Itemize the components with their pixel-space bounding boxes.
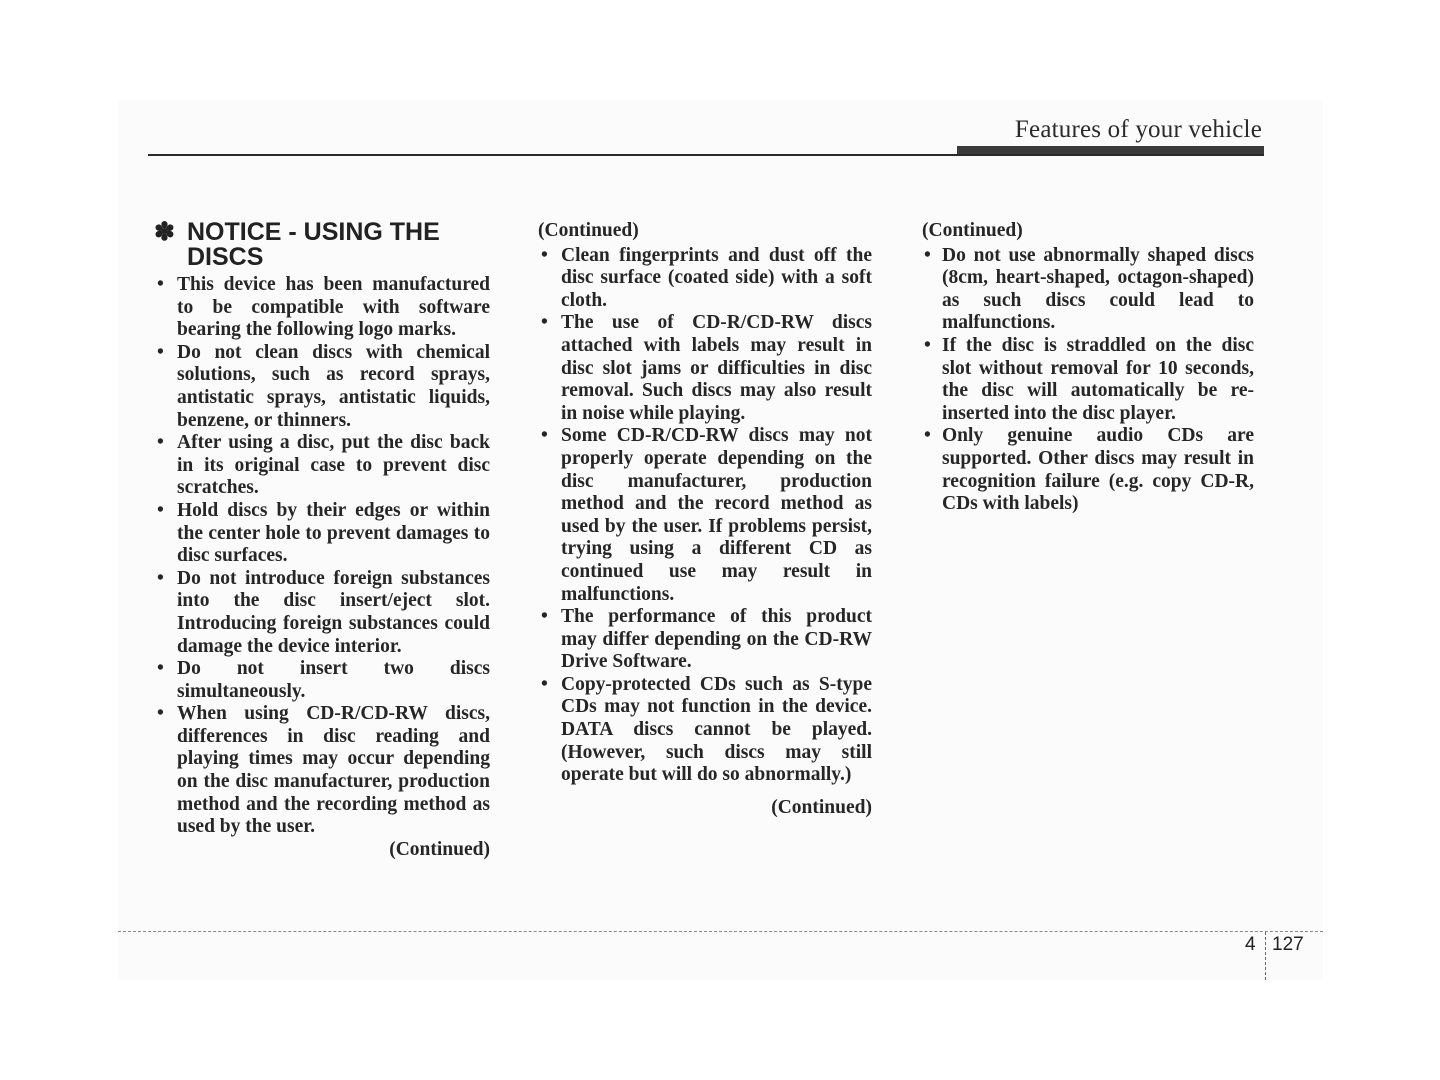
list-item — [154, 500, 490, 568]
list-item-text: Hold discs by their edges or within the center hole to prevent damages to disc surfaces. — [177, 499, 490, 567]
list-item — [922, 425, 1254, 515]
bullet-list-3 — [922, 245, 1254, 516]
list-item — [538, 245, 872, 313]
bullet-icon: • — [157, 567, 164, 589]
list-item — [922, 335, 1254, 425]
list-item-text: Do not clean discs with chemical solutions, such as record sprays, antistatic sprays, antistatic liquids, benzene, or thinners. — [177, 341, 490, 431]
list-item — [154, 342, 490, 432]
continued-footer-label: (Continued) — [389, 838, 490, 860]
list-item-text: Do not use abnormally shaped discs (8cm, heart-shaped, octagon-shaped) as such discs could lead to malfunctions. — [942, 244, 1254, 334]
bullet-icon: • — [924, 334, 931, 356]
list-item — [922, 245, 1254, 335]
bullet-icon: • — [541, 673, 548, 695]
list-item-text: This device has been manufactured to be compatible with software bearing the following logo marks. — [177, 274, 490, 341]
footer-page-divider — [1265, 932, 1266, 980]
bullet-icon: • — [541, 244, 548, 266]
bullet-icon: • — [157, 703, 164, 725]
bullet-list-1 — [154, 274, 490, 839]
continued-header-label: (Continued) — [922, 220, 1023, 241]
page-number: 127 — [1272, 934, 1304, 955]
text-column-2 — [538, 220, 872, 819]
text-column-1 — [154, 220, 490, 861]
list-item-text: When using CD-R/CD-RW discs, differences in disc reading and playing times may occur depending on the disc manufacturer, production method and the recording method as used by the user. — [177, 703, 490, 838]
header-rule — [148, 154, 1264, 156]
notice-heading-text: NOTICE - USING THE DISCS — [187, 218, 440, 271]
list-item — [154, 568, 490, 658]
text-column-3 — [922, 220, 1254, 516]
list-item-text: Clean fingerprints and dust off the disc surface (coated side) with a soft cloth. — [561, 244, 872, 311]
bullet-icon: • — [924, 244, 931, 266]
list-item-text: Some CD-R/CD-RW discs may not properly operate depending on the disc manufacturer, production method and the record method as used by the user. If problems persist, trying using a different CD as continued use may result in malfunctions. — [561, 425, 872, 605]
list-item-text: Do not introduce foreign substances into the disc insert/eject slot. Introducing foreign substances could damage the device interior. — [177, 567, 490, 657]
bullet-icon: • — [541, 425, 548, 447]
footer-dashed-rule — [118, 931, 1323, 932]
section-header-title: Features of your vehicle — [1014, 116, 1262, 143]
notice-heading — [154, 220, 490, 270]
list-item — [154, 658, 490, 703]
list-item-text: If the disc is straddled on the disc slot without removal for 10 seconds, the disc will automatically be re-inserted into the disc player. — [942, 334, 1254, 424]
list-item — [538, 312, 872, 425]
list-item — [538, 606, 872, 674]
list-item — [538, 425, 872, 606]
bullet-icon: • — [157, 432, 164, 454]
list-item-text: Do not insert two discs simultaneously. — [177, 658, 490, 702]
continued-header-label: (Continued) — [538, 220, 639, 241]
list-item — [154, 274, 490, 342]
bullet-icon: • — [157, 658, 164, 680]
bullet-list-2 — [538, 245, 872, 787]
bullet-icon: • — [541, 312, 548, 334]
bullet-icon: • — [541, 606, 548, 628]
bullet-icon: • — [157, 499, 164, 521]
list-item-text: The use of CD-R/CD-RW discs attached with labels may result in disc slot jams or difficulties in disc removal. Such discs may also result in noise while playing. — [561, 312, 872, 424]
list-item — [538, 674, 872, 787]
list-item — [154, 703, 490, 839]
bullet-icon: • — [157, 341, 164, 363]
bullet-icon: • — [157, 274, 164, 295]
list-item-text: The performance of this product may differ depending on the CD-RW Drive Software. — [561, 606, 872, 673]
notice-star-icon: ✽ — [154, 218, 175, 246]
chapter-number: 4 — [1245, 934, 1256, 955]
list-item — [154, 432, 490, 500]
list-item-text: Only genuine audio CDs are supported. Other discs may result in recognition failure (e.g. copy CD-R, CDs with labels) — [942, 425, 1254, 515]
bullet-icon: • — [924, 425, 931, 447]
list-item-text: After using a disc, put the disc back in its original case to prevent disc scratches. — [177, 432, 490, 499]
continued-footer-label: (Continued) — [771, 796, 872, 818]
list-item-text: Copy-protected CDs such as S-type CDs may not function in the device. DATA discs cannot be played. (However, such discs may still operate but will do so abnormally.) — [561, 673, 872, 786]
